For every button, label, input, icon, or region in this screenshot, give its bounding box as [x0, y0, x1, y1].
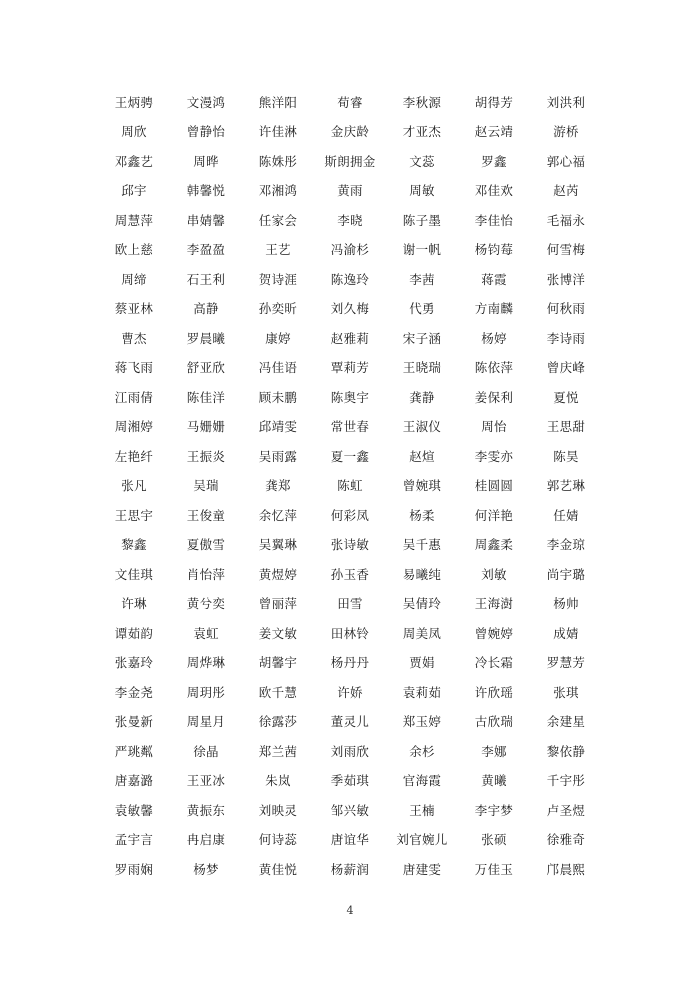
name-cell: 舒亚欣: [186, 360, 226, 376]
name-cell: 赵云靖: [474, 124, 514, 140]
name-cell: 黄曦: [481, 773, 507, 789]
name-cell: 唐建雯: [402, 861, 442, 877]
name-cell: 杨帅: [553, 596, 579, 612]
name-cell: 周晔: [193, 153, 219, 169]
name-cell: 张硕: [481, 832, 507, 848]
name-cell: 周玥彤: [186, 684, 226, 700]
name-cell: 刘敏: [481, 566, 507, 582]
name-cell: 周美凤: [402, 625, 442, 641]
name-cell: 吴雨露: [258, 448, 298, 464]
name-cell: 黄佳悦: [258, 861, 298, 877]
name-cell: 李盈盈: [186, 242, 226, 258]
name-list-grid: [98, 87, 602, 884]
name-cell: 冷长霜: [474, 655, 514, 671]
name-cell: 尚宇璐: [546, 566, 586, 582]
name-cell: 胡得芳: [474, 94, 514, 110]
name-cell: 蔡亚林: [114, 301, 154, 317]
name-cell: 邓佳欢: [474, 183, 514, 199]
name-cell: 韩馨悦: [186, 183, 226, 199]
name-cell: 郭艺琳: [546, 478, 586, 494]
name-cell: 孙玉香: [330, 566, 370, 582]
name-cell: 常世春: [330, 419, 370, 435]
name-cell: 才亚杰: [402, 124, 442, 140]
name-cell: 王晓瑞: [402, 360, 442, 376]
name-cell: 罗鑫: [481, 153, 507, 169]
name-cell: 孟宇言: [114, 832, 154, 848]
name-cell: 何洋艳: [474, 507, 514, 523]
name-cell: 夏一鑫: [330, 448, 370, 464]
name-cell: 王思甜: [546, 419, 586, 435]
name-cell: 马姗姗: [186, 419, 226, 435]
name-cell: 曾婉婷: [474, 625, 514, 641]
name-cell: 古欣瑞: [474, 714, 514, 730]
name-cell: 周鑫柔: [474, 537, 514, 553]
name-cell: 黄兮奕: [186, 596, 226, 612]
name-cell: 姜保利: [474, 389, 514, 405]
name-cell: 赵雅莉: [330, 330, 370, 346]
name-cell: 黄煜婷: [258, 566, 298, 582]
name-cell: 吴翼琳: [258, 537, 298, 553]
name-cell: 曹杰: [121, 330, 147, 346]
name-cell: 游桥: [553, 124, 579, 140]
name-cell: 吴倩玲: [402, 596, 442, 612]
name-cell: 王振炎: [186, 448, 226, 464]
name-cell: 许欣瑶: [474, 684, 514, 700]
name-cell: 黄振东: [186, 802, 226, 818]
name-cell: 周湘婷: [114, 419, 154, 435]
name-cell: 季茹琪: [330, 773, 370, 789]
name-cell: 田雪: [337, 596, 363, 612]
name-cell: 唐谊华: [330, 832, 370, 848]
name-cell: 周欣: [121, 124, 147, 140]
name-cell: 张博洋: [546, 271, 586, 287]
name-cell: 代勇: [409, 301, 435, 317]
name-cell: 王淑仪: [402, 419, 442, 435]
name-cell: 万佳玉: [474, 861, 514, 877]
name-cell: 李佳怡: [474, 212, 514, 228]
name-cell: 任家会: [258, 212, 298, 228]
name-cell: 曾丽萍: [258, 596, 298, 612]
name-cell: 何彩凤: [330, 507, 370, 523]
name-cell: 周缔: [121, 271, 147, 287]
name-cell: 贾娟: [409, 655, 435, 671]
name-cell: 周怡: [481, 419, 507, 435]
name-cell: 李雯亦: [474, 448, 514, 464]
name-cell: 荀睿: [337, 94, 363, 110]
name-cell: 卢圣煜: [546, 802, 586, 818]
name-cell: 张琪: [553, 684, 579, 700]
name-cell: 余杉: [409, 743, 435, 759]
name-cell: 王亚冰: [186, 773, 226, 789]
name-cell: 李茜: [409, 271, 435, 287]
name-cell: 邱宇: [121, 183, 147, 199]
name-cell: 姜文敏: [258, 625, 298, 641]
name-cell: 串婧馨: [186, 212, 226, 228]
name-cell: 邝晨熙: [546, 861, 586, 877]
name-cell: 何雪梅: [546, 242, 586, 258]
name-cell: 陈依萍: [474, 360, 514, 376]
name-cell: 郑玉婷: [402, 714, 442, 730]
name-cell: 王俊童: [186, 507, 226, 523]
name-cell: 张凡: [121, 478, 147, 494]
name-cell: 王艺: [265, 242, 291, 258]
name-cell: 许娇: [337, 684, 363, 700]
name-cell: 金庆龄: [330, 124, 370, 140]
name-cell: 宋子涵: [402, 330, 442, 346]
name-cell: 陈子墨: [402, 212, 442, 228]
name-cell: 王楠: [409, 802, 435, 818]
name-cell: 杨婷: [481, 330, 507, 346]
name-cell: 田林铃: [330, 625, 370, 641]
name-cell: 顾未鹏: [258, 389, 298, 405]
name-cell: 周烨琳: [186, 655, 226, 671]
name-cell: 易曦纯: [402, 566, 442, 582]
name-cell: 余建星: [546, 714, 586, 730]
name-cell: 成婧: [553, 625, 579, 641]
name-cell: 赵芮: [553, 183, 579, 199]
name-cell: 陈奥宇: [330, 389, 370, 405]
name-cell: 张嘉玲: [114, 655, 154, 671]
name-cell: 黎鑫: [121, 537, 147, 553]
name-cell: 龚郑: [265, 478, 291, 494]
name-cell: 曾静怡: [186, 124, 226, 140]
name-cell: 文漫鸿: [186, 94, 226, 110]
name-cell: 周敏: [409, 183, 435, 199]
name-cell: 李秋源: [402, 94, 442, 110]
name-cell: 许琳: [121, 596, 147, 612]
name-cell: 吴瑞: [193, 478, 219, 494]
name-cell: 赵煊: [409, 448, 435, 464]
name-cell: 罗慧芳: [546, 655, 586, 671]
name-cell: 朱岚: [265, 773, 291, 789]
name-cell: 杨丹丹: [330, 655, 370, 671]
name-cell: 袁敏馨: [114, 802, 154, 818]
name-cell: 夏悦: [553, 389, 579, 405]
name-cell: 贺诗涯: [258, 271, 298, 287]
name-cell: 谢一帆: [402, 242, 442, 258]
name-cell: 夏傲雪: [186, 537, 226, 553]
name-cell: 李宇梦: [474, 802, 514, 818]
name-cell: 曾庆峰: [546, 360, 586, 376]
name-cell: 杨钧莓: [474, 242, 514, 258]
name-cell: 郭心福: [546, 153, 586, 169]
name-cell: 斯朗拥金: [324, 153, 376, 169]
name-cell: 刘官婉儿: [396, 832, 448, 848]
name-cell: 冯佳语: [258, 360, 298, 376]
name-cell: 任婧: [553, 507, 579, 523]
name-cell: 官海霞: [402, 773, 442, 789]
name-cell: 邓湘鸿: [258, 183, 298, 199]
name-cell: 刘雨欣: [330, 743, 370, 759]
name-cell: 曾婉琪: [402, 478, 442, 494]
name-cell: 李晓: [337, 212, 363, 228]
name-cell: 邱靖雯: [258, 419, 298, 435]
name-cell: 刘久梅: [330, 301, 370, 317]
name-cell: 高静: [193, 301, 219, 317]
name-cell: 何诗蕊: [258, 832, 298, 848]
name-cell: 千宇彤: [546, 773, 586, 789]
name-cell: 邓鑫艺: [114, 153, 154, 169]
name-cell: 李娜: [481, 743, 507, 759]
name-cell: 桂圆圆: [474, 478, 514, 494]
name-cell: 董灵儿: [330, 714, 370, 730]
name-cell: 王炳骋: [114, 94, 154, 110]
name-cell: 李金琼: [546, 537, 586, 553]
name-cell: 毛福永: [546, 212, 586, 228]
name-cell: 陈虹: [337, 478, 363, 494]
name-cell: 胡馨宇: [258, 655, 298, 671]
name-cell: 陈昊: [553, 448, 579, 464]
name-cell: 欧千慧: [258, 684, 298, 700]
name-cell: 郑兰茜: [258, 743, 298, 759]
name-cell: 左艳纤: [114, 448, 154, 464]
name-cell: 徐晶: [193, 743, 219, 759]
name-cell: 邹兴敏: [330, 802, 370, 818]
name-cell: 唐嘉潞: [114, 773, 154, 789]
name-cell: 谭茹韵: [114, 625, 154, 641]
name-cell: 王海澍: [474, 596, 514, 612]
name-cell: 徐雅奇: [546, 832, 586, 848]
name-cell: 周星月: [186, 714, 226, 730]
name-cell: 周慧萍: [114, 212, 154, 228]
name-cell: 黎依静: [546, 743, 586, 759]
name-cell: 袁虹: [193, 625, 219, 641]
name-cell: 许佳淋: [258, 124, 298, 140]
name-cell: 刘洪利: [546, 94, 586, 110]
name-cell: 李金尧: [114, 684, 154, 700]
name-cell: 杨梦: [193, 861, 219, 877]
name-cell: 张曼新: [114, 714, 154, 730]
name-cell: 张诗敏: [330, 537, 370, 553]
name-cell: 文佳琪: [114, 566, 154, 582]
name-cell: 蒋飞雨: [114, 360, 154, 376]
name-cell: 袁莉茹: [402, 684, 442, 700]
name-cell: 方南麟: [474, 301, 514, 317]
name-cell: 罗雨娴: [114, 861, 154, 877]
name-cell: 黄雨: [337, 183, 363, 199]
name-cell: 陈姝彤: [258, 153, 298, 169]
name-cell: 余忆萍: [258, 507, 298, 523]
name-cell: 文蕊: [409, 153, 435, 169]
page-number: 4: [346, 904, 354, 917]
name-cell: 石王利: [186, 271, 226, 287]
name-cell: 徐露莎: [258, 714, 298, 730]
name-cell: 覃莉芳: [330, 360, 370, 376]
name-cell: 刘映灵: [258, 802, 298, 818]
name-cell: 何秋雨: [546, 301, 586, 317]
name-cell: 王思宇: [114, 507, 154, 523]
name-cell: 欧上慈: [114, 242, 154, 258]
name-cell: 杨柔: [409, 507, 435, 523]
name-cell: 陈佳洋: [186, 389, 226, 405]
name-cell: 江雨倩: [114, 389, 154, 405]
name-cell: 蒋霞: [481, 271, 507, 287]
name-cell: 李诗雨: [546, 330, 586, 346]
name-cell: 冉启康: [186, 832, 226, 848]
name-cell: 罗晨曦: [186, 330, 226, 346]
name-cell: 吴千惠: [402, 537, 442, 553]
name-cell: 龚静: [409, 389, 435, 405]
name-cell: 肖怡萍: [186, 566, 226, 582]
name-cell: 康婷: [265, 330, 291, 346]
name-cell: 陈逸玲: [330, 271, 370, 287]
name-cell: 熊洋阳: [258, 94, 298, 110]
name-cell: 孙奕昕: [258, 301, 298, 317]
name-cell: 冯渝杉: [330, 242, 370, 258]
name-cell: 杨薪润: [330, 861, 370, 877]
name-cell: 严珧粼: [114, 743, 154, 759]
